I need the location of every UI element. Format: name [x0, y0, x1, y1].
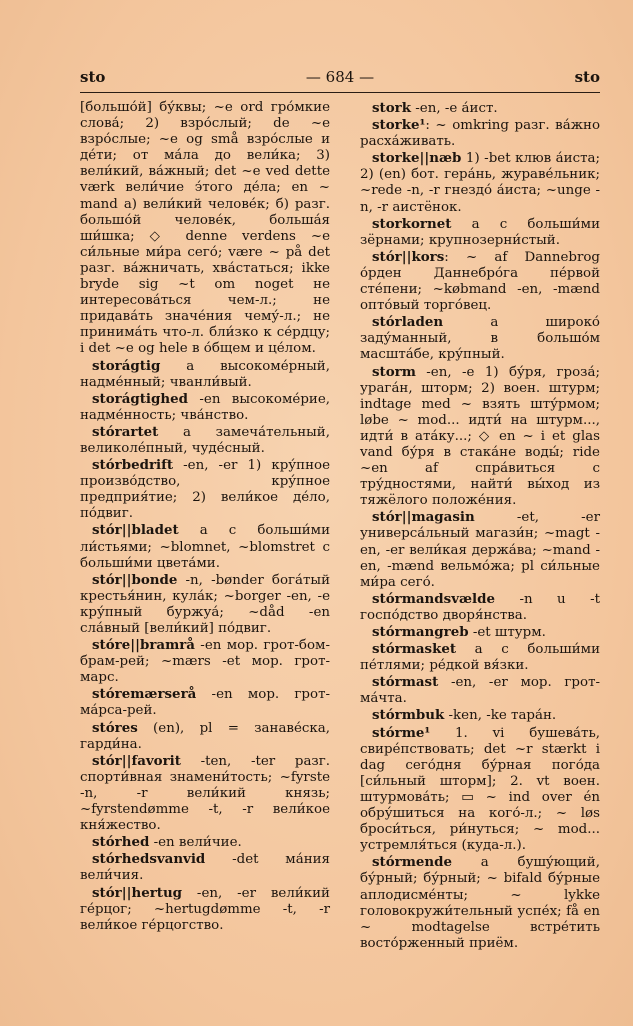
dictionary-entry: [360, 150, 600, 215]
entry-headword: stórmandsvælde: [372, 590, 496, 607]
dictionary-entry: [80, 424, 330, 457]
dictionary-entry: [360, 509, 600, 590]
page-header: [80, 68, 600, 90]
entry-headword: stórartet: [92, 423, 159, 440]
entry-definition: a с больши́ми пе́тлями; ре́дкой вя́зки.: [360, 642, 600, 674]
entry-definition: -n u -t госпо́дство дворя́нства.: [360, 591, 600, 623]
entry-definition: a высокоме́рный, надме́нный; чванли́вый.: [80, 358, 330, 390]
entry-headword: stórladen: [372, 314, 444, 331]
entry-definition: a с больши́ми ли́стьями; ~blomnet, ~blomstret с больши́ми цвета́ми.: [80, 523, 330, 571]
entry-headword: stórmende: [372, 854, 453, 871]
entry-headword: stórhed: [92, 834, 150, 851]
entry-definition: -et, -er универса́льный магази́н; ~magt -en, -er вели́кая держа́ва; ~mand -en, -mænd вельмо́жа; pl си́льные ми́ра сего́.: [360, 510, 600, 590]
dictionary-entry: [80, 753, 330, 834]
entry-definition: a с больши́ми зёрнами; крупнозерни́стый.: [360, 216, 600, 248]
dictionary-entry: [80, 100, 330, 358]
entry-definition: -en вели́чие.: [149, 835, 242, 851]
dictionary-entry: [360, 725, 600, 855]
entry-definition: -en высокоме́рие, надме́нность; чва́нство.: [80, 391, 330, 423]
dictionary-entry: [80, 885, 330, 934]
dictionary-entry: [360, 314, 600, 363]
dictionary-entry: [360, 117, 600, 150]
entry-definition: -n, -bønder бога́тый крестья́нин, кула́к; ~borger -en, -e кру́пный буржуа́; ~dåd -en сла́вный [вели́кий] по́двиг.: [80, 572, 330, 636]
right-column: [360, 100, 600, 952]
entry-definition: -en, -er мор. грот-ма́чта.: [360, 675, 600, 707]
entry-headword: stórmast: [372, 674, 439, 691]
dictionary-entry: [360, 364, 600, 510]
entry-definition: (en), pl = занаве́ска, гарди́на.: [80, 720, 330, 752]
entry-headword: stórmbuk: [372, 707, 445, 724]
entry-headword: stóremærserå: [92, 686, 197, 703]
dictionary-entry: [360, 216, 600, 249]
dictionary-entry: [80, 572, 330, 637]
entry-definition: : ~ af Dannebrog о́рден Даннебро́га пе́рвой сте́пени; ~købmand -en, -mænd опто́вый торго́вец.: [360, 249, 600, 314]
header-rule: [80, 92, 600, 93]
entry-headword: stóres: [92, 719, 138, 736]
entry-headword: stórmasket: [372, 641, 457, 658]
entry-definition: [большо́й] бу́квы; ~e ord гро́мкие слова́; 2) взро́слый; de ~e взро́слые; ~e og små взро́слые и де́ти; от ма́ла до вели́ка; 3) вели́кий, ва́жный; det ~e ved dette værk вели́чие э́того де́ла; en ~ mand a) вели́кий челове́к; б) разг. большо́й челове́к, больша́я ши́шка; ◇ denne verdens ~e си́льные ми́ра сего́; være ~ på det разг. ва́жничать, хва́статься; ikke bryde sig ~t om noget не интересова́ться чем-л.; не придава́ть значе́ния чему́-л.; не принима́ть что-л. бли́зко к се́рдцу; i det ~e og hele в о́бщем и це́лом.: [80, 100, 330, 357]
entry-definition: -en, -er вели́кий ге́рцог; ~hertugdømme -t, -r вели́кое ге́рцогство.: [80, 885, 330, 933]
entry-headword: stórbedrift: [92, 457, 174, 474]
entry-definition: -ken, -ke тара́н.: [444, 708, 557, 724]
entry-headword: storágtig: [92, 357, 161, 374]
entry-headword: stór||bladet: [92, 522, 179, 539]
dictionary-entry: [360, 249, 600, 314]
dictionary-entry: [80, 637, 330, 686]
entry-headword: stór||kors: [372, 248, 445, 265]
entry-headword: stórme¹: [372, 724, 431, 741]
left-column: [80, 100, 330, 934]
entry-headword: stork: [372, 100, 411, 116]
entry-headword: stór||magasin: [372, 509, 475, 526]
entry-headword: stór||favorit: [92, 752, 181, 769]
entry-definition: a замеча́тельный, великоле́пный, чуде́сный.: [80, 424, 330, 456]
entry-definition: -ten, -ter разг. спорти́вная знамени́тость; ~fyrste -n, -r вели́кий князь; ~fyrstendømme -t, -r вели́кое кня́жество.: [80, 753, 330, 834]
entry-definition: -et штурм.: [468, 625, 546, 640]
entry-headword: storke||næb: [372, 150, 462, 167]
entry-headword: stór||bonde: [92, 571, 178, 588]
dictionary-entry: [80, 834, 330, 851]
dictionary-entry: [80, 358, 330, 391]
dictionary-entry: [80, 720, 330, 753]
entry-definition: -en, -er 1) кру́пное произво́дство, кру́пное предприя́тие; 2) вели́кое де́ло, по́двиг.: [80, 458, 330, 522]
entry-headword: storm: [372, 363, 416, 380]
dictionary-entry: [80, 457, 330, 522]
entry-definition: 1. vi бушева́ть, свире́пствовать; det ~r stærkt i dag сего́дня бу́рная пого́да [си́льный шторм]; 2. vt воен. штурмова́ть; ▭ ~ ind over én обру́шиться на кого́-л.; ~ løs броси́ться, ри́нуться; ~ mod... устремля́ться (куда-л.).: [360, 725, 600, 854]
entry-definition: -en, -e а́ист.: [411, 101, 498, 116]
dictionary-entry: [360, 707, 600, 724]
running-head-right: sto: [574, 68, 600, 86]
entry-headword: stórmangreb: [372, 624, 469, 640]
entry-headword: storágtighed: [92, 390, 189, 407]
dictionary-entry: [360, 624, 600, 641]
running-head-left: sto: [80, 68, 106, 86]
entry-definition: -det ма́ния вели́чия.: [80, 852, 330, 884]
dictionary-entry: [360, 641, 600, 674]
entry-headword: storke¹: [372, 117, 426, 134]
entry-headword: storkornet: [372, 215, 452, 232]
entry-definition: -en мор. грот-бом-брам-рей; ~mærs -et мор. грот-марс.: [80, 638, 330, 686]
dictionary-entry: [80, 522, 330, 571]
dictionary-entry: [80, 686, 330, 719]
entry-headword: stóre||bramrå: [92, 637, 195, 654]
entry-headword: stórhedsvanvid: [92, 851, 206, 868]
page-number: — 684 —: [305, 68, 375, 86]
dictionary-entry: [80, 391, 330, 424]
dictionary-entry: [360, 854, 600, 952]
entry-headword: stór||hertug: [92, 884, 183, 901]
entry-definition: : ~ omkring разг. ва́жно расха́живать.: [360, 118, 600, 150]
entry-definition: 1) -bet клюв а́иста; 2) (en) бот. гера́нь, жураве́льник; ~rede -n, -r гнездо́ а́иста; ~unge -n, -r аистёнок.: [360, 151, 600, 215]
dictionary-entry: [360, 100, 600, 117]
entry-definition: a бушу́ющий, бу́рный; бу́рный; ~ bifald бу́рные аплодисме́нты; ~ lykke головокружи́тельный успе́х; få en ~ modtagelse встре́тить восто́рженный приём.: [360, 855, 600, 951]
entry-definition: a широко́ заду́манный, в большо́м масшта́бе, кру́пный.: [360, 315, 600, 363]
entry-definition: -en мор. грот-ма́рса-рей.: [80, 687, 330, 719]
dictionary-entry: [80, 851, 330, 884]
dictionary-entry: [360, 674, 600, 707]
dictionary-entry: [360, 591, 600, 624]
entry-definition: -en, -e 1) бу́ря, гроза́; урага́н, шторм; 2) воен. штурм; indtage med ~ взять шту́рмом; løbe ~ mod... идти́ на штурм..., идти́ в ата́ку...; ◇ en ~ i et glas vand бу́ря в стака́не воды́; ride ~en af спра́виться с тру́дностями, найти́ вы́ход из тяжёлого положе́ния.: [360, 364, 600, 509]
